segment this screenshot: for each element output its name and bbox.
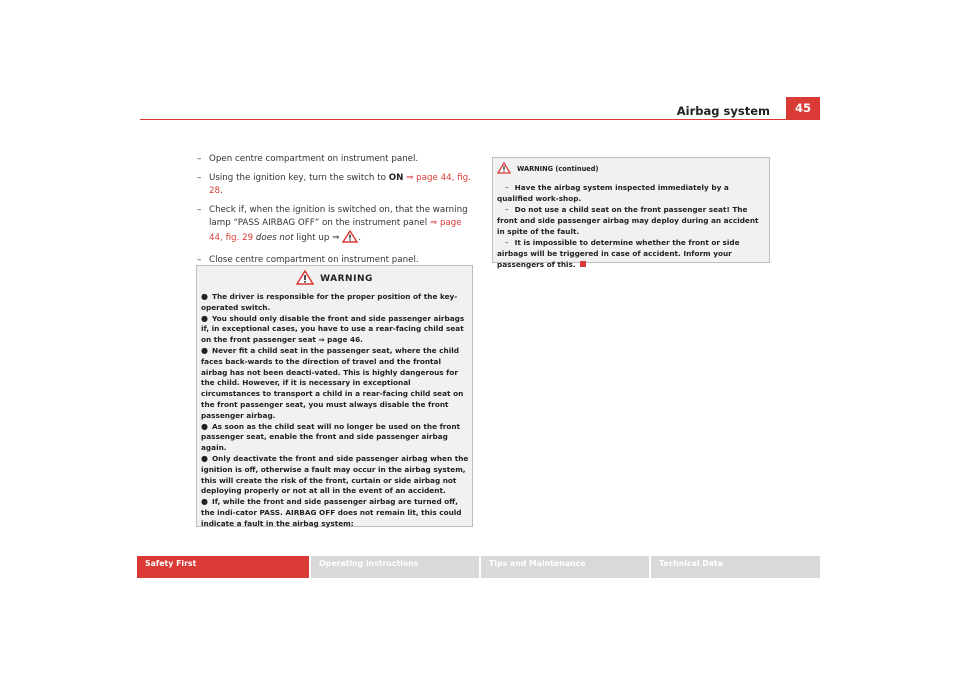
warning-item	[201, 422, 469, 454]
warning-item	[201, 454, 469, 497]
warning-item-text: If, while the front and side passenger airbag are turned off, the indi-cator PASS. AIRBAG OFF does not remain lit, this could indicate a fault in the airbag system:	[201, 497, 462, 528]
warning-item-text: You should only disable the front and side passenger airbags if, in exceptional cases, you have to use a rear-facing child seat on the front passenger seat	[201, 313, 465, 345]
bullet: ●	[201, 421, 208, 431]
step-text: Check if, when the ignition is switched on, that the warning lamp “PASS AIRBAG OFF” on the instrument panel	[209, 205, 468, 228]
warning-continued-list	[493, 176, 769, 270]
tab-operating-instructions[interactable]: Operating instructions	[311, 556, 479, 578]
step-dash: –	[197, 173, 202, 183]
cross-ref-arrow: ⇒	[429, 218, 438, 228]
warning-item	[201, 497, 469, 529]
warning-item-text: The driver is responsible for the proper position of the key-operated switch.	[201, 292, 458, 312]
warning-continued-header	[493, 158, 769, 176]
warning-item	[201, 314, 469, 346]
step-2	[197, 172, 473, 198]
step-text: Using the ignition key, turn the switch to	[209, 173, 389, 183]
warning-item	[497, 204, 766, 237]
warning-header	[197, 266, 472, 292]
step-bold-text: ON	[388, 173, 404, 183]
bullet: ●	[201, 453, 208, 463]
dash: –	[505, 238, 509, 247]
warning-continued-title: WARNING (continued)	[517, 165, 599, 173]
warning-item	[201, 292, 469, 314]
tab-technical-data[interactable]: Technical Data	[651, 556, 820, 578]
step-1	[197, 153, 473, 166]
warning-item-text: As soon as the child seat will no longer be used on the front passenger seat, enable the front and side passenger airbag again.	[201, 421, 461, 453]
bullet: ●	[201, 313, 208, 323]
step-dash: –	[197, 255, 202, 265]
step-italic-text: does not	[255, 233, 294, 243]
dash: –	[505, 205, 509, 214]
step-dash: –	[197, 154, 202, 164]
warning-item	[201, 346, 469, 422]
bullet: ●	[201, 292, 208, 301]
step-text: light up	[293, 233, 333, 243]
cross-ref-arrow: ⇒	[318, 335, 325, 345]
warning-list	[197, 292, 472, 530]
step-text-end: .	[358, 233, 361, 243]
warning-triangle-icon	[296, 270, 314, 288]
tab-safety-first[interactable]: Safety First	[137, 556, 309, 578]
page-reference-link[interactable]: page 44, fig. 28	[209, 173, 471, 196]
header-rule	[140, 119, 820, 120]
page-reference-link[interactable]: page 46	[327, 335, 361, 345]
page-reference-link[interactable]: page 44, fig. 29	[209, 218, 462, 243]
step-text: Close centre compartment on instrument panel.	[209, 255, 419, 265]
warning-item-text: Never fit a child seat in the passenger seat, where the child faces back-wards to the direction of travel and the frontal airbag has not been deacti-vated. This is highly dangerous for the child. However, if it is necessary in exceptional circumstances to transport a child in a rear-facing child seat on the front passenger seat, you must always disable the front passenger airbag.	[201, 345, 464, 420]
dash: –	[505, 183, 509, 192]
warning-continued-box	[492, 157, 770, 269]
warning-box	[196, 265, 473, 527]
warning-item-text: It is impossible to determine whether the front or side airbags will be triggered in case of accident. Inform your passengers of this.	[497, 238, 740, 269]
warning-item-text: Only deactivate the front and side passenger airbag when the ignition is off, otherwise a fault may occur in the airbag system, this will create the risk of the front, curtain or side airbag not deploying properly or not at all in the event of an accident.	[201, 453, 469, 496]
warning-item	[497, 237, 766, 270]
section-title: Airbag system	[676, 104, 770, 118]
end-of-section-marker	[580, 261, 586, 267]
warning-triangle-icon[interactable]	[342, 230, 358, 248]
step-3	[197, 204, 473, 248]
warning-item	[497, 182, 766, 204]
warning-triangle-icon	[497, 162, 511, 176]
bullet: ●	[201, 345, 208, 355]
tab-tips-and-maintenance[interactable]: Tips and Maintenance	[481, 556, 649, 578]
instruction-steps	[197, 153, 473, 273]
cross-ref-arrow: ⇒	[406, 173, 414, 183]
warning-ref-arrow: ⇒	[332, 233, 340, 243]
warning-title: WARNING	[320, 274, 373, 284]
page-number: 45	[786, 97, 820, 119]
warning-item-end: .	[360, 335, 363, 345]
bullet: ●	[201, 497, 208, 507]
step-text: Open centre compartment on instrument panel.	[209, 154, 419, 164]
step-dash: –	[197, 205, 202, 215]
step-text-end: .	[220, 186, 223, 196]
warning-item-text: Do not use a child seat on the front passenger seat! The front and side passenger airbag may deploy during an accident in spite of the fault.	[497, 205, 759, 236]
warning-item-text: Have the airbag system inspected immediately by a qualified work-shop.	[497, 183, 729, 203]
